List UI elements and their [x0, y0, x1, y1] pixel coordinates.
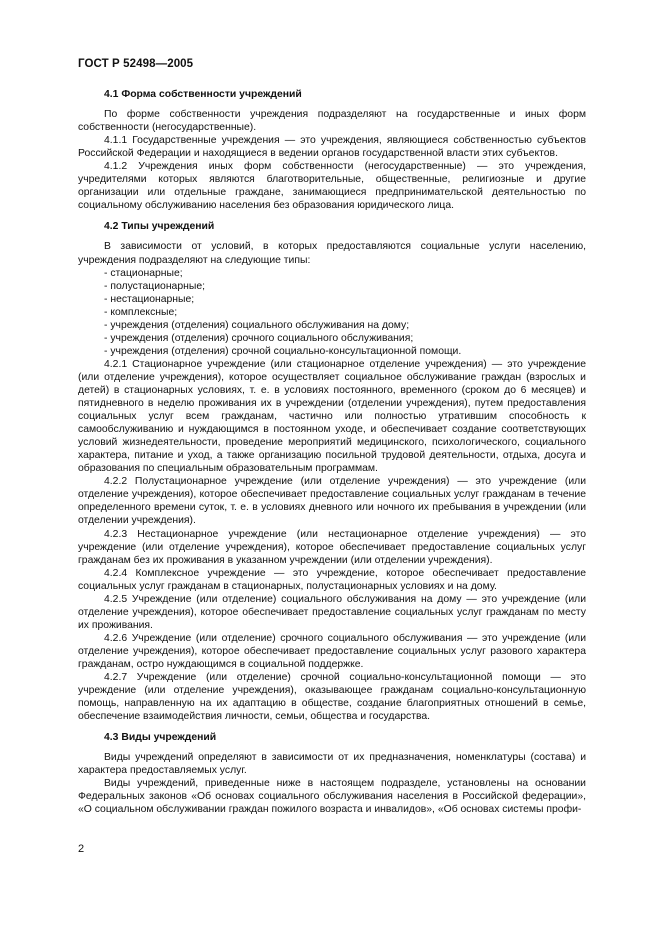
section-heading-4-3: 4.3 Виды учреждений	[104, 732, 217, 744]
paragraph: 4.2.1 Стационарное учреждение (или стационарное отделение учреждения) — это учреждение (или отделение учреждения), которое осуществляет социальное обслуживание граждан (взрослых и детей) в стационарных условиях, т. е. в условиях постоянного, временного (сроком до 6 месяцев) и пятидневного в неделю проживания их в учреждении (отделении учреждения), путем предоставления социальных услуг всем гражданам, частично или полностью утратившим способность к самообслуживанию и нуждающимся в постоянном уходе, и обеспечивает создание соответствующих условий жизнедеятельности, проведение мероприятий медицинского, психологического, социального характера, питание и уход, а также организацию посильной трудовой деятельности, отдыха, досуга и образования по специальным образовательным программам.	[78, 358, 586, 475]
document-header: ГОСТ Р 52498—2005	[78, 58, 194, 70]
paragraph: Виды учреждений, приведенные ниже в настоящем подразделе, установлены на основании Федеральных законов «Об основах социального обслуживания населения в Российской федерации», «О социальном обслуживании граждан пожилого возраста и инвалидов», «Об основах системы профи-	[78, 778, 586, 816]
paragraph: В зависимости от условий, в которых предоставляются социальные услуги населению, учреждения подразделяют на следующие типы:	[78, 241, 586, 266]
paragraph: 4.1.1 Государственные учреждения — это учреждения, являющиеся собственностью субъектов Российской Федерации и находящиеся в ведении органов государственной власти этих субъектов.	[78, 135, 586, 160]
paragraph: Виды учреждений определяют в зависимости от их предназначения, номенклатуры (состава) и характера предоставляемых услуг.	[78, 752, 586, 777]
paragraph: 4.2.7 Учреждение (или отделение) срочной социально-консультационной помощи — это учреждение (или отделение учреждения), оказывающее гражданам социально-консультационную помощь, направленную на их адаптацию в обществе, создание благоприятных отношений в семье, обеспечение взаимодействия личности, семьи, общества и государства.	[78, 672, 586, 723]
paragraph: 4.1.2 Учреждения иных форм собственности (негосударственные) — это учреждения, учредителями которых являются благотворительные, общественные, религиозные и другие организации или отдельные граждане, занимающиеся предпринимательской деятельностью по социальному обслуживанию населения без образования юридического лица.	[78, 161, 586, 212]
list-item: - учреждения (отделения) срочной социально-консультационной помощи.	[104, 345, 462, 357]
list-item: - стационарные;	[104, 267, 183, 279]
list-item: - полустационарные;	[104, 280, 205, 292]
paragraph: 4.2.5 Учреждение (или отделение) социального обслуживания на дому — это учреждение (или отделение учреждения), которое обеспечивает предоставление социальных услуг гражданам по месту их проживания.	[78, 593, 586, 631]
paragraph: 4.2.6 Учреждение (или отделение) срочного социального обслуживания — это учреждение (или отделение учреждения), которое обеспечивает предоставление социальных услуг разового характера гражданам, остро нуждающимся в социальной поддержке.	[78, 632, 586, 670]
paragraph: По форме собственности учреждения подразделяют на государственные и иных форм собственности (негосударственные).	[78, 109, 586, 134]
list-item: - учреждения (отделения) срочного социального обслуживания;	[104, 332, 414, 344]
paragraph: 4.2.4 Комплексное учреждение — это учреждение, которое обеспечивает предоставление социальных услуг гражданам в стационарных, полустационарных условиях и на дому.	[78, 567, 586, 592]
section-heading-4-1: 4.1 Форма собственности учреждений	[104, 89, 302, 100]
section-heading-4-2: 4.2 Типы учреждений	[104, 221, 215, 233]
document-body	[78, 88, 586, 816]
list-item: - комплексные;	[104, 306, 178, 318]
list-item: - учреждения (отделения) социального обслуживания на дому;	[104, 319, 410, 331]
types-list	[78, 267, 586, 358]
paragraph: 4.2.2 Полустационарное учреждение (или отделение учреждения) — это учреждение (или отделение учреждения), которое обеспечивает предоставление социальных услуг гражданам в течение определенного времени суток, т. е. в условиях дневного или ночного их пребывания в учреждении (или отделении учреждения).	[78, 476, 586, 527]
paragraph: 4.2.3 Нестационарное учреждение (или нестационарное отделение учреждения) — это учреждение (или отделение учреждения), которое обеспечивает предоставление социальных услуг гражданам без их проживания в указанном учреждении (или отделении учреждения).	[78, 528, 586, 566]
list-item: - нестационарные;	[104, 293, 195, 305]
page-number: 2	[78, 843, 85, 855]
